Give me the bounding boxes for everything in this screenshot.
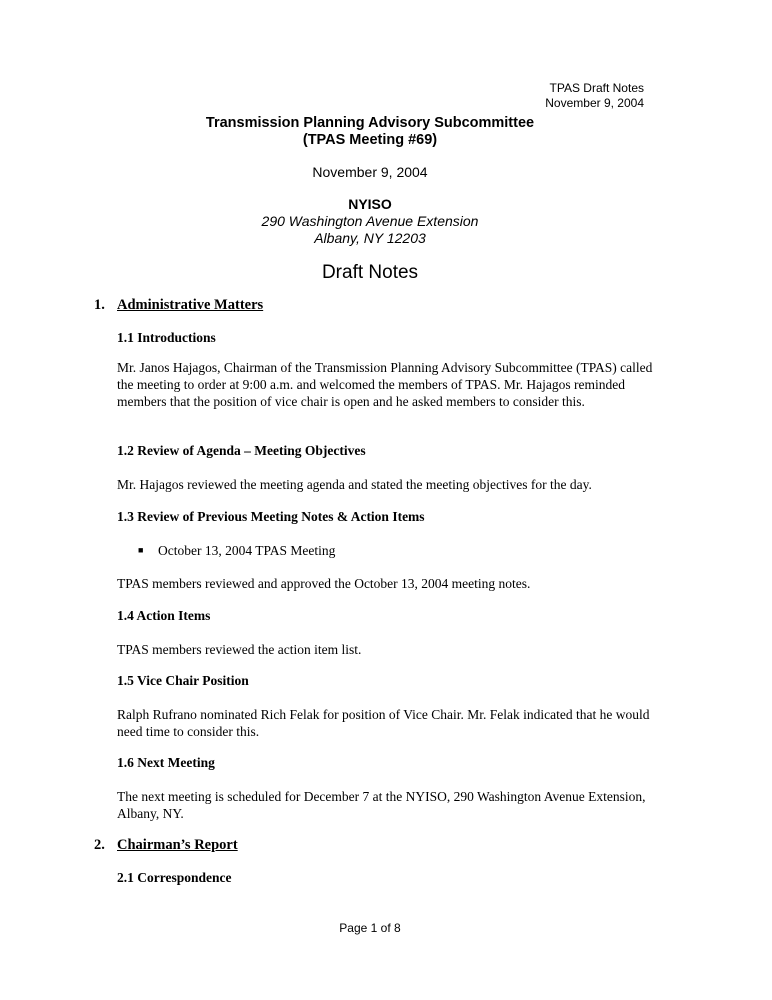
subsection-1-2-heading: 1.2 Review of Agenda – Meeting Objectives — [117, 443, 366, 458]
subsection-1-4-heading: 1.4 Action Items — [117, 608, 211, 623]
corner-date: November 9, 2004 — [545, 96, 644, 110]
subsection-1-3-text: TPAS members reviewed and approved the October 13, 2004 meeting notes. — [117, 576, 531, 591]
list-item-text: October 13, 2004 TPAS Meeting — [158, 543, 336, 558]
section-title: Chairman’s Report — [117, 837, 238, 853]
section-number: 2. — [94, 837, 105, 853]
document-title: Draft Notes — [321, 262, 419, 283]
section-title: Administrative Matters — [117, 297, 264, 313]
subsection-1-4-text: TPAS members reviewed the action item list. — [117, 642, 362, 657]
subsection-2-1-heading: 2.1 Correspondence — [117, 870, 232, 885]
subsection-1-3-heading: 1.3 Review of Previous Meeting Notes & Action Items — [117, 509, 425, 524]
bullet-square-icon: ■ — [138, 545, 144, 555]
corner-doc-name: TPAS Draft Notes — [549, 81, 644, 95]
subsection-1-6-text: The next meeting is scheduled for December 7 at the NYISO, 290 Washington Avenue Extension, Albany, NY. — [117, 789, 646, 821]
address-line-2: Albany, NY 12203 — [314, 230, 426, 246]
subsection-1-2-text: Mr. Hajagos reviewed the meeting agenda and stated the meeting objectives for the day. — [117, 477, 592, 492]
address-line-1: 290 Washington Avenue Extension — [261, 213, 479, 229]
subsection-1-1-text: Mr. Janos Hajagos, Chairman of the Transmission Planning Advisory Subcommittee (TPAS) called the meeting to order at 9:00 a.m. and welcomed the members of TPAS. Mr. Hajagos reminded members that the position of vice chair is open and he asked members to consider this. — [117, 360, 653, 409]
page-number: Page 1 of 8 — [339, 921, 401, 935]
list-item — [138, 542, 335, 559]
meeting-date: November 9, 2004 — [312, 164, 428, 180]
meeting-number: (TPAS Meeting #69) — [302, 132, 438, 148]
subsection-1-6-heading: 1.6 Next Meeting — [117, 755, 215, 770]
subsection-1-5-heading: 1.5 Vice Chair Position — [117, 673, 249, 688]
subsection-1-1-heading: 1.1 Introductions — [117, 330, 216, 345]
organization-name: NYISO — [348, 196, 392, 212]
corner-header — [545, 81, 644, 111]
section-1-heading — [94, 297, 263, 314]
meeting-title — [0, 115, 740, 149]
meeting-location — [0, 196, 740, 247]
subsection-1-5-text: Ralph Rufrano nominated Rich Felak for position of Vice Chair. Mr. Felak indicated that he would need time to consider this. — [117, 707, 650, 739]
committee-name: Transmission Planning Advisory Subcommittee — [205, 115, 535, 131]
section-2-heading — [94, 837, 238, 854]
section-number: 1. — [94, 297, 105, 313]
